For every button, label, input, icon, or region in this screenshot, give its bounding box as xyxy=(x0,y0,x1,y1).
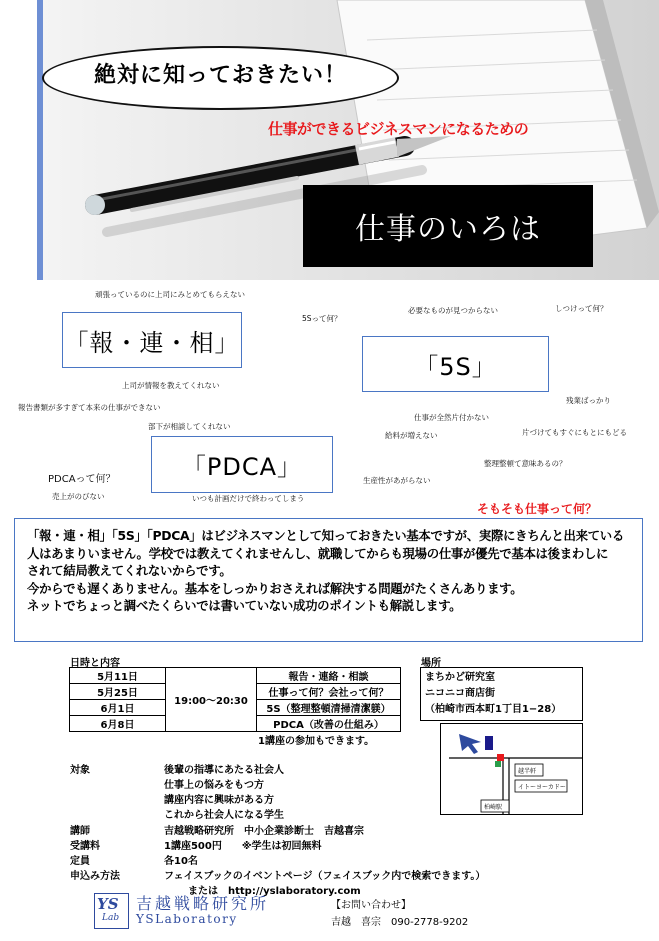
lecturer-label: 講師 xyxy=(70,826,90,837)
access-map xyxy=(440,723,583,815)
worry-text: 売上がのびない xyxy=(52,492,105,501)
table-row xyxy=(70,668,401,684)
content-cell: 仕事って何？会社って何？ xyxy=(257,684,401,700)
headline: 絶対に知っておきたい！ xyxy=(93,63,347,88)
lecturer-value: 吉越戦略研究所 中小企業診断士 吉越喜宗 xyxy=(164,826,364,837)
schedule-table xyxy=(69,667,401,732)
capacity-label: 定員 xyxy=(70,856,90,867)
content-cell: 5S（整理整頓清掃清潔躾） xyxy=(257,700,401,716)
time-cell: 19:00～20:30 xyxy=(166,668,257,732)
main-title: 仕事のいろは xyxy=(303,185,593,267)
venue-marker-icon xyxy=(485,736,493,750)
topic-5s-box: 「5S」 xyxy=(362,336,549,392)
worry-text: 上司が情報を教えてくれない xyxy=(122,381,220,390)
worry-text: 必要なものが見つからない xyxy=(408,306,498,315)
description-line: 「報・連・相」「5S」「PDCA」はビジネスマンとして知っておきたい基本ですが、実際にきちんと出来ている xyxy=(27,528,624,543)
target-item: 講座内容に興味がある方 xyxy=(164,795,274,806)
map-roads xyxy=(441,724,582,814)
target-item: 後輩の指導にあたる社会人 xyxy=(164,765,284,776)
apply-url[interactable]: または http://yslaboratory.com xyxy=(188,886,361,897)
capacity-value: 各10名 xyxy=(164,856,198,867)
date-cell: 6月8日 xyxy=(70,716,166,732)
worry-text: しつけって何？ xyxy=(555,304,608,313)
content-cell: PDCA（改善の仕組み） xyxy=(257,716,401,732)
map-label: イトーヨーカドー xyxy=(518,784,566,791)
place-line: ニコニコ商店街 xyxy=(425,688,495,699)
worry-text: 給料が増えない xyxy=(385,431,438,440)
date-cell: 5月11日 xyxy=(70,668,166,684)
schedule-label: 日時と内容 xyxy=(70,658,120,669)
description-line: されて結局教えてくれないからです。 xyxy=(27,563,232,578)
date-cell: 5月25日 xyxy=(70,684,166,700)
content-cell: 報告・連絡・相談 xyxy=(257,668,401,684)
map-label: 柏崎駅 xyxy=(484,804,503,811)
description-box xyxy=(14,518,643,642)
place-box xyxy=(420,667,583,721)
landmark-marker-icon xyxy=(495,761,501,767)
logo-mark-text: YS xyxy=(97,895,119,913)
worry-text: PDCAって何？ xyxy=(48,474,116,485)
worry-text: 5Sって何？ xyxy=(302,314,342,323)
worry-text: 片づけてもすぐにもとにもどる xyxy=(522,428,627,437)
worry-text: 残業ばっかり xyxy=(566,396,611,405)
target-item: これから社会人になる学生 xyxy=(164,810,284,821)
place-line: （柏崎市西本町1丁目1−28） xyxy=(425,704,562,715)
contact-label: 【お問い合わせ】 xyxy=(331,900,411,911)
description-line: 人はあまりいません。学校では教えてくれませんし、就職してからも現場の仕事が優先で基本は後まわしに xyxy=(27,545,609,561)
target-item: 仕事上の悩みをもつ方 xyxy=(164,780,264,791)
worry-text: 頑張っているのに上司にみとめてもらえない xyxy=(95,290,245,299)
worry-highlight: そもそも仕事って何？ xyxy=(477,502,598,516)
landmark-marker-icon xyxy=(497,754,504,761)
worry-text: 整理整頓て意味あるの？ xyxy=(484,459,567,468)
description-line: ネットでちょっと調べたくらいでは書いていない成功のポイントも解説します。 xyxy=(27,598,462,613)
target-label: 対象 xyxy=(70,765,90,776)
place-line: まちかど研究室 xyxy=(425,672,495,683)
subheadline: 仕事ができるビジネスマンになるための xyxy=(268,120,529,138)
topic-hourenso-box: 「報・連・相」 xyxy=(62,312,242,368)
schedule-note: 1講座の参加もできます。 xyxy=(258,736,375,747)
map-label: 越半軒 xyxy=(518,768,537,775)
contact-value: 吉越 喜宗 090-2778-9202 xyxy=(331,917,469,928)
arrow-icon xyxy=(459,734,481,754)
worry-text: いつも計画だけで終わってしまう xyxy=(192,494,305,503)
fee-value: 1講座500円 ※学生は初回無料 xyxy=(164,841,322,852)
logo-mark xyxy=(94,893,129,929)
org-name-en: YSLaboratory xyxy=(136,912,238,926)
worry-text: 報告書類が多すぎて本来の仕事ができない xyxy=(18,403,161,412)
topic-pdca-box: 「PDCA」 xyxy=(151,436,333,493)
worry-text: 部下が相談してくれない xyxy=(148,422,231,431)
worry-text: 仕事が全然片付かない xyxy=(414,413,489,422)
description-line: 今からでも遅くありません。基本をしっかりおさえれば解決する問題がたくさんあります。 xyxy=(27,580,523,596)
org-name: 吉越戦略研究所 xyxy=(136,894,270,913)
fee-label: 受講料 xyxy=(70,841,100,852)
logo-sub-text: Lab xyxy=(102,913,120,923)
apply-value: フェイスブックのイベントページ（フェイスブック内で検索できます。） xyxy=(164,871,486,882)
worry-text: 生産性があがらない xyxy=(363,476,431,485)
apply-label: 申込み方法 xyxy=(70,871,120,882)
place-label: 場所 xyxy=(421,658,441,669)
date-cell: 6月1日 xyxy=(70,700,166,716)
accent-stripe xyxy=(37,0,43,280)
